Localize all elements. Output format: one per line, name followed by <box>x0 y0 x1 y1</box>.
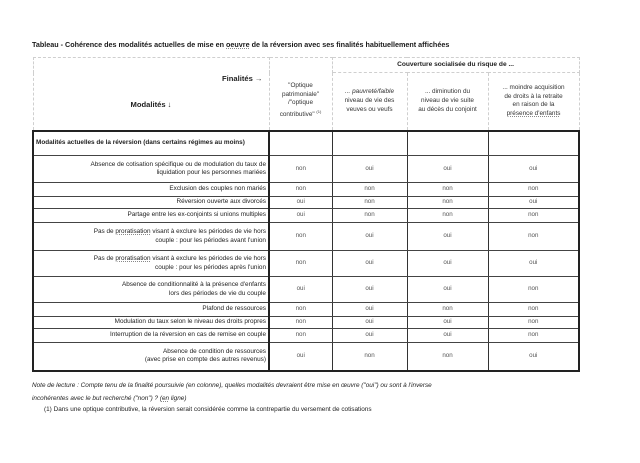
footnote: (1) Dans une optique contributive, la réversion serait considérée comme la contrepartie du versement de cotisations <box>44 406 372 413</box>
value-cell: oui <box>488 343 579 371</box>
row-label-line: Absence de condition de ressources <box>162 348 266 356</box>
value-cell: oui <box>332 277 407 303</box>
col1-line: /"optique <box>287 99 313 107</box>
value-cell: non <box>269 303 332 317</box>
row-label <box>33 343 269 371</box>
value-cell: non <box>269 183 332 197</box>
row-label-line: couple : pour les périodes avant l'union <box>155 236 266 244</box>
value-cell: non <box>269 251 332 277</box>
col3-line: niveau de vie suite <box>421 96 474 104</box>
row-label-part: Pas de <box>93 255 116 263</box>
row-label-part: proratisation <box>115 228 151 236</box>
coherence-table <box>32 57 580 372</box>
col1-line-text: contributive" <box>279 111 315 119</box>
col4-line: ... moindre acquisition <box>502 84 565 92</box>
table-row <box>33 223 579 251</box>
row-label <box>33 209 269 223</box>
row-label-line: Exclusion des couples non mariés <box>169 185 266 193</box>
section-label: Modalités actuelles de la réversion (dans certains régimes au moins) <box>33 131 269 156</box>
row-label-line: Interruption de la réversion en cas de remise en couple <box>110 331 266 339</box>
title-text-underlined: oeuvre <box>226 40 250 49</box>
value-cell: non <box>488 317 579 329</box>
col4-line: de droits à la retraite <box>504 92 563 100</box>
col1-line: "Optique <box>288 82 313 90</box>
row-label <box>33 277 269 303</box>
table-row <box>33 251 579 277</box>
table-row <box>33 156 579 183</box>
row-label <box>33 303 269 317</box>
value-cell: non <box>407 209 488 223</box>
title-text-a: Tableau - Cohérence des modalités actuelles de mise en <box>32 40 226 49</box>
column-header-enfants <box>488 73 579 131</box>
col4-line: présence d'enfants <box>506 109 561 117</box>
value-cell: oui <box>332 156 407 183</box>
value-cell: non <box>488 303 579 317</box>
column-header-patrimoniale <box>269 73 332 131</box>
row-label-line <box>36 228 266 236</box>
row-label-line: Partage entre les ex-conjoints si unions multiples <box>127 211 266 219</box>
row-label-line: Plafond de ressources <box>202 305 266 313</box>
value-cell: oui <box>488 156 579 183</box>
table-row <box>33 343 579 371</box>
column-header-diminution <box>407 73 488 131</box>
value-cell: oui <box>407 156 488 183</box>
reading-note <box>32 379 612 405</box>
value-cell: oui <box>332 223 407 251</box>
row-label <box>33 197 269 209</box>
row-label-line <box>36 255 266 263</box>
table-row <box>33 317 579 329</box>
col1-line <box>272 108 330 120</box>
value-cell: oui <box>269 209 332 223</box>
row-label-line: Absence de conditionnalité à la présence d'enfants <box>121 281 266 289</box>
value-cell: non <box>269 317 332 329</box>
row-label <box>33 329 269 343</box>
value-cell: non <box>269 329 332 343</box>
value-cell: non <box>269 156 332 183</box>
section-cell <box>407 131 488 156</box>
section-cell <box>488 131 579 156</box>
value-cell: non <box>488 223 579 251</box>
row-label-line: (avec prise en compte des autres revenus) <box>144 356 266 364</box>
row-label-line: couple : pour les périodes après l'union <box>155 263 266 271</box>
row-label-line: Réversion ouverte aux divorcés <box>176 198 266 206</box>
value-cell: oui <box>269 277 332 303</box>
value-cell: non <box>407 197 488 209</box>
note-line-1: Note de lecture : Compte tenu de la finalité poursuivie (en colonne), quelles modalités devraient être mise en œuvre ("oui") ou sont à l'inverse <box>32 382 432 389</box>
value-cell: oui <box>407 251 488 277</box>
col3-line: ... diminution du <box>424 88 471 96</box>
value-cell: non <box>332 343 407 371</box>
value-cell: non <box>269 223 332 251</box>
value-cell: non <box>488 209 579 223</box>
note-line-2-pre: incohérentes avec le but recherché ("non") ? ( <box>32 395 162 402</box>
finalites-label: Finalités → <box>221 73 263 83</box>
row-label-part: visant à exclure les périodes de vie hors <box>150 228 266 236</box>
row-label-line: Absence de cotisation spécifique ou de modulation du taux de <box>90 160 266 168</box>
value-cell: non <box>488 277 579 303</box>
row-label-line: Modulation du taux selon le niveau des droits propres <box>114 318 266 326</box>
table-row <box>33 183 579 197</box>
table-row <box>33 303 579 317</box>
row-label <box>33 251 269 277</box>
value-cell: oui <box>332 251 407 277</box>
value-cell: non <box>488 183 579 197</box>
header-corner <box>33 73 269 131</box>
row-label-part: proratisation <box>115 255 151 263</box>
value-cell: non <box>332 209 407 223</box>
section-row <box>33 131 579 156</box>
col3-line: au décès du conjoint <box>418 105 477 113</box>
col2-line: niveau de vie des <box>344 96 395 104</box>
footnote-ref: (1) <box>316 109 322 115</box>
col2-line: veuves ou veufs <box>346 105 393 113</box>
section-cell <box>332 131 407 156</box>
value-cell: non <box>332 197 407 209</box>
table-row <box>33 197 579 209</box>
value-cell: oui <box>269 197 332 209</box>
table-row <box>33 329 579 343</box>
row-label-part: visant à exclure les périodes de vie hors <box>150 255 266 263</box>
value-cell: oui <box>488 197 579 209</box>
value-cell: non <box>407 343 488 371</box>
column-header-pauvrete <box>332 73 407 131</box>
title-text-b: de la réversion avec ses finalités habituellement affichées <box>249 40 450 49</box>
value-cell: oui <box>407 277 488 303</box>
note-line-2-underlined: en <box>161 395 170 402</box>
row-label <box>33 156 269 183</box>
row-label <box>33 223 269 251</box>
modalites-label: Modalités ↓ <box>130 99 172 109</box>
value-cell: oui <box>332 317 407 329</box>
col4-line: en raison de la <box>512 101 555 109</box>
table-row <box>33 277 579 303</box>
section-cell <box>269 131 332 156</box>
finalites-header <box>33 58 269 73</box>
table-title <box>32 40 449 49</box>
row-label-part: Pas de <box>93 228 116 236</box>
coverage-header: Couverture socialisée du risque de ... <box>332 58 579 73</box>
row-label <box>33 317 269 329</box>
row-label-line: lors des périodes de vie du couple <box>169 289 266 297</box>
value-cell: oui <box>488 251 579 277</box>
col2-line: ... pauvreté/faible <box>344 88 395 96</box>
note-line-2-post: ligne) <box>169 395 187 402</box>
note-line-2 <box>32 392 612 405</box>
col1-line: patrimoniale" <box>281 90 320 98</box>
value-cell: non <box>332 183 407 197</box>
value-cell: non <box>488 329 579 343</box>
value-cell: oui <box>407 223 488 251</box>
value-cell: non <box>407 303 488 317</box>
value-cell: oui <box>332 303 407 317</box>
table-row <box>33 209 579 223</box>
value-cell: oui <box>407 317 488 329</box>
header-blank <box>269 58 332 73</box>
row-label-line: liquidation pour les personnes mariées <box>156 169 266 176</box>
value-cell: oui <box>269 343 332 371</box>
value-cell: oui <box>407 329 488 343</box>
row-label <box>33 183 269 197</box>
value-cell: non <box>407 183 488 197</box>
value-cell: oui <box>332 329 407 343</box>
